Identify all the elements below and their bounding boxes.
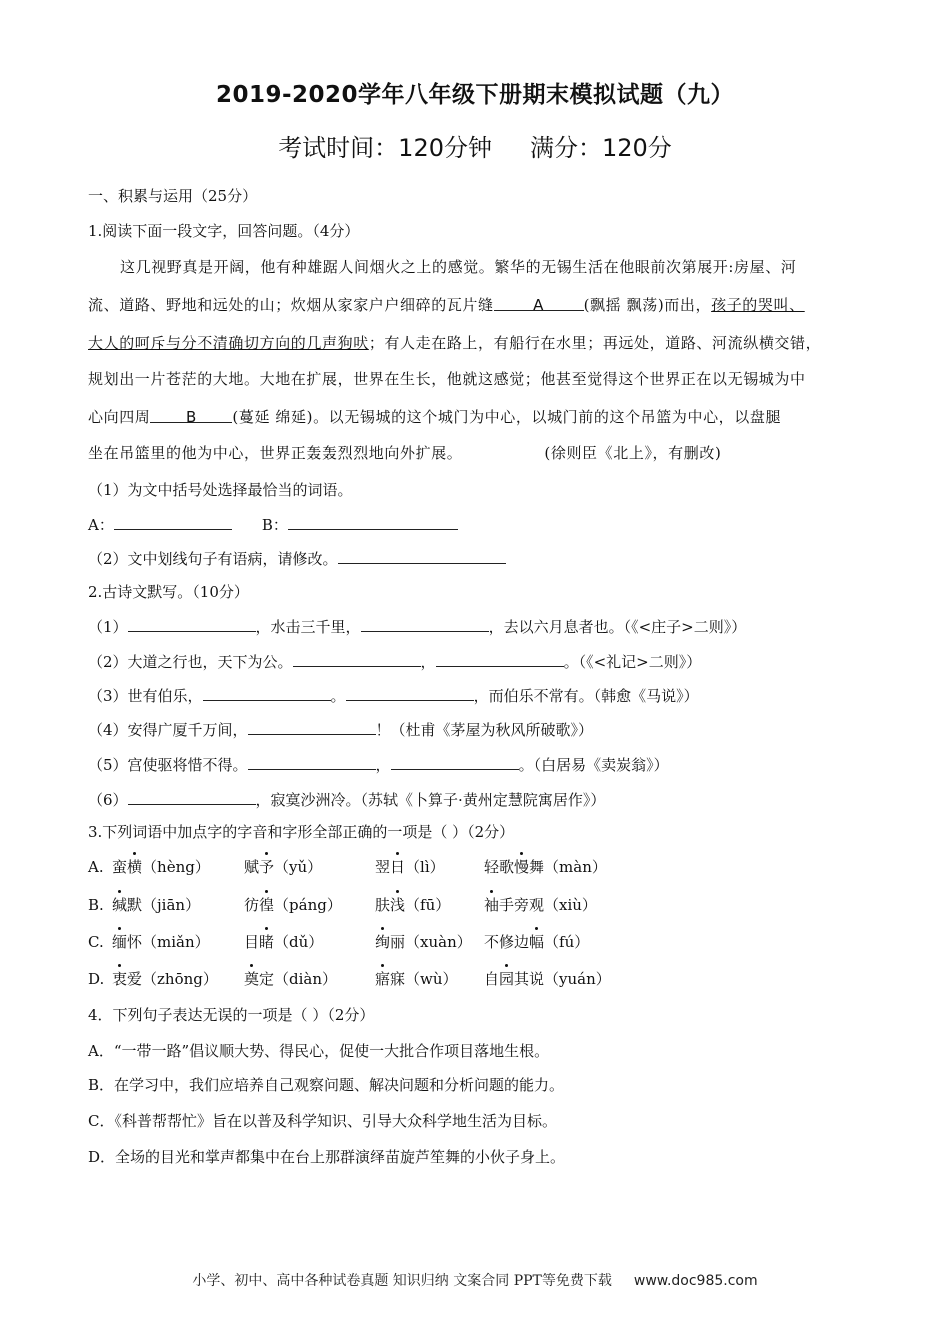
q1-answer-line: A： B：	[88, 514, 458, 535]
dotted-character: 睹	[259, 933, 275, 951]
q4-option-b[interactable]: B．在学习中，我们应培养自己观察问题、解决问题和分析问题的能力。	[88, 1076, 565, 1094]
option-word: 彷徨（páng）	[244, 896, 342, 914]
q2-line4: （4）安得广厦千万间， ！（杜甫《茅屋为秋风所破歌》）	[88, 721, 594, 739]
page-title: 2019-2020学年八年级下册期末模拟试题（九）	[215, 82, 735, 108]
exam-info	[0, 128, 950, 163]
q2-line6: （6） ，寂寞沙洲冷。（苏轼《卜算子·黄州定慧院寓居作》）	[88, 791, 606, 809]
q1-passage-line3: 大人的呵斥与分不清确切方向的几声狗吠；有人走在路上，有船行在水里；再远处，道路、河流纵横交错，	[88, 334, 822, 352]
underlined-sentence-cont: 大人的呵斥与分不清确切方向的几声狗吠	[88, 334, 369, 352]
option-word: 缄默（jiān）	[112, 896, 201, 914]
q3-option-row[interactable]	[88, 895, 597, 915]
q4-option-c[interactable]: C．《科普帮帮忙》旨在以普及科学知识、引导大众科学地生活为目标。	[88, 1112, 557, 1130]
dotted-character: 袖	[484, 896, 500, 914]
dotted-character: 绚	[375, 933, 391, 951]
dotted-character: 幅	[529, 933, 545, 951]
q3-option-row[interactable]	[88, 969, 611, 989]
q3-option-row[interactable]	[88, 857, 607, 877]
option-word: 翌日（lì）	[375, 858, 445, 876]
q1-passage-line1: 这几视野真是开阔，他有种雄踞人间烟火之上的感觉。繁华的无锡生活在他眼前次第展开:房屋、河	[120, 258, 797, 276]
dotted-character: 横	[127, 858, 143, 876]
poem-blank[interactable]	[248, 719, 376, 735]
dotted-character: 慢	[514, 858, 530, 876]
poem-blank[interactable]	[391, 754, 519, 770]
q2-line1: （1） ，水击三千里， ，去以六月息者也。（《<庄子>二则》）	[88, 618, 747, 636]
option-word: 袖手旁观（xiù）	[484, 896, 597, 914]
poem-blank[interactable]	[346, 685, 474, 701]
answer-a-field[interactable]	[114, 514, 232, 530]
option-word: 赋予（yǔ）	[244, 858, 323, 876]
exam-time: 考试时间：120分钟	[278, 134, 492, 162]
option-word: 蛮横（hèng）	[112, 858, 210, 876]
q1-passage-line2: 流、道路、野地和远处的山；炊烟从家家户户细碎的瓦片缝 A (飘摇 飘荡)而出，孩子的哭叫、	[88, 296, 805, 314]
q3-stem: 3.下列词语中加点字的字音和字形全部正确的一项是（ ）（2分）	[88, 823, 515, 841]
q1-passage-line6: 坐在吊篮里的他为中心，世界正轰轰烈烈地向外扩展。 (徐则臣《北上》，有删改)	[88, 444, 722, 462]
correction-field[interactable]	[338, 548, 506, 564]
q1-sub2: （2）文中划线句子有语病，请修改。	[88, 548, 506, 569]
dotted-character: 衷	[112, 970, 128, 988]
section-heading: 一、积累与运用（25分）	[88, 187, 258, 205]
option-label: B.	[88, 896, 104, 914]
option-word: 轻歌慢舞（màn）	[484, 858, 607, 876]
poem-blank[interactable]	[248, 754, 376, 770]
q4-option-a[interactable]: A．“一带一路”倡议顺大势、得民心，促使一大批合作项目落地生根。	[88, 1042, 550, 1060]
answer-b-field[interactable]	[288, 514, 458, 530]
dotted-character: 寤	[375, 970, 391, 988]
option-word: 自园其说（yuán）	[484, 970, 611, 988]
option-label: D.	[88, 970, 105, 988]
dotted-character: 日	[390, 858, 406, 876]
q1-stem: 1.阅读下面一段文字，回答问题。（4分）	[88, 222, 360, 240]
q2-stem: 2.古诗文默写。（10分）	[88, 583, 249, 601]
dotted-character: 予	[259, 858, 275, 876]
q4-stem: 4．下列句子表达无误的一项是（ ）（2分）	[88, 1006, 375, 1024]
option-word: 肤浅（fū）	[375, 896, 451, 914]
option-word: 寤寐（wù）	[375, 970, 458, 988]
option-word: 缅怀（miǎn）	[112, 933, 210, 951]
poem-blank[interactable]	[128, 789, 256, 805]
option-word: 衷爱（zhōng）	[112, 970, 218, 988]
underlined-sentence: 孩子的哭叫、	[711, 296, 805, 314]
dotted-character: 奠	[244, 970, 260, 988]
page-footer	[0, 1270, 950, 1290]
dotted-character: 徨	[259, 896, 275, 914]
dotted-character: 园	[499, 970, 515, 988]
q1-sub1: （1）为文中括号处选择最恰当的词语。	[88, 481, 353, 499]
poem-blank[interactable]	[293, 651, 421, 667]
option-word: 目睹（dǔ）	[244, 933, 324, 951]
blank-a: A	[494, 295, 584, 311]
poem-blank[interactable]	[436, 651, 564, 667]
q2-line2: （2）大道之行也，天下为公。 ， 。（《<礼记>二则》）	[88, 653, 702, 671]
option-word: 不修边幅（fú）	[484, 933, 590, 951]
q2-line5: （5）宫使驱将惜不得。 ， 。（白居易《卖炭翁》）	[88, 756, 669, 774]
q1-passage-line5: 心向四周 B (蔓延 绵延)。以无锡城的这个城门为中心，以城门前的这个吊篮为中心，以盘腿	[88, 408, 782, 426]
footer-text: 小学、初中、高中各种试卷真题 知识归纳 文案合同 PPT等免费下载	[192, 1273, 612, 1289]
q3-option-row[interactable]	[88, 932, 590, 952]
poem-blank[interactable]	[203, 685, 331, 701]
option-label: A.	[88, 858, 104, 876]
poem-blank[interactable]	[361, 616, 489, 632]
dotted-character: 缅	[112, 933, 128, 951]
q4-option-d[interactable]: D．全场的目光和掌声都集中在台上那群演绎苗旋芦笙舞的小伙子身上。	[88, 1148, 566, 1166]
option-word: 奠定（diàn）	[244, 970, 338, 988]
dotted-character: 浅	[390, 896, 406, 914]
poem-blank[interactable]	[128, 616, 256, 632]
full-score: 满分：120分	[530, 134, 672, 162]
option-word: 绚丽（xuàn）	[375, 933, 472, 951]
footer-url[interactable]: www.doc985.com	[633, 1273, 758, 1289]
q2-line3: （3）世有伯乐， 。 ，而伯乐不常有。（韩愈《马说》）	[88, 687, 699, 705]
passage-source: (徐则臣《北上》，有删改)	[544, 444, 722, 462]
blank-b: B	[150, 407, 232, 423]
dotted-character: 缄	[112, 896, 128, 914]
q1-passage-line4: 规划出一片苍茫的大地。大地在扩展，世界在生长，他就这感觉；他甚至觉得这个世界正在以无锡城为中	[88, 370, 806, 388]
option-label: C.	[88, 933, 104, 951]
